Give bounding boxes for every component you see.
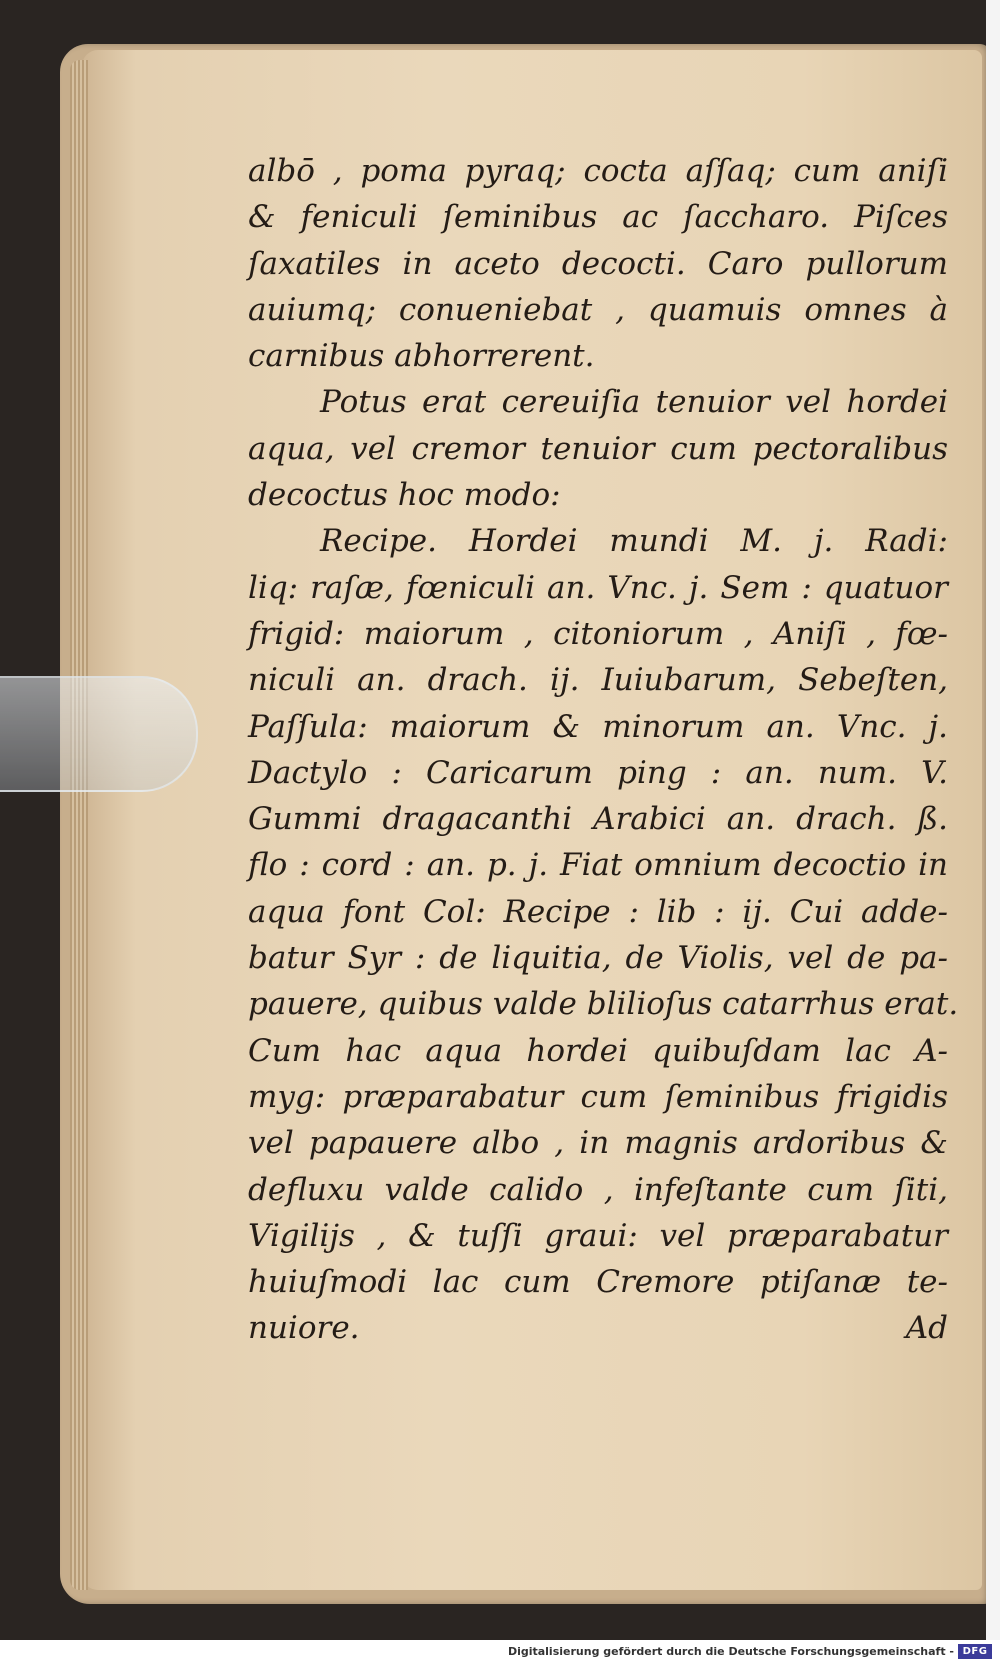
text-line: vel papauere albo , in magnis ardoribus & — [248, 1125, 948, 1162]
text-line: huiuſmodi lac cum Cremore ptiſanæ te- — [248, 1264, 948, 1301]
last-line-text: nuiore. — [248, 1310, 360, 1347]
text-line: Cum hac aqua hordei quibuſdam lac A- — [248, 1032, 948, 1069]
text-line: Vigilijs , & tuſſi graui: vel præparabatur — [248, 1217, 948, 1254]
page-text — [248, 148, 959, 1352]
dfg-logo: DFG — [958, 1644, 992, 1659]
text-line: pauere, quibus valde blilioſus catarrhus erat. — [248, 986, 959, 1023]
text-line: Gummi dragacanthi Arabici an. drach. ß. — [248, 801, 948, 838]
text-line: aqua, vel cremor tenuior cum pectoralibus — [248, 430, 948, 467]
final-line — [248, 1305, 948, 1351]
plastic-page-clip — [0, 676, 198, 792]
page-edges — [70, 60, 88, 1590]
text-line: carnibus abhorrerent. — [248, 338, 595, 375]
text-line: niculi an. drach. ij. Iuiubarum, Sebeſten, — [248, 662, 948, 699]
paragraph-start-line: Potus erat cereuiſia tenuior vel hordei — [320, 384, 948, 421]
text-line: liq: raſæ, fœniculi an. Vnc. j. Sem : quatuor — [248, 569, 948, 606]
text-line: auiumq; conueniebat , quamuis omnes à — [248, 291, 948, 328]
text-line: Dactylo : Caricarum ping : an. num. V. — [248, 754, 948, 791]
text-line: ſaxatiles in aceto decocti. Caro pullorum — [248, 245, 948, 282]
scan-margin — [986, 0, 1000, 1640]
text-line: aqua font Col: Recipe : lib : ij. Cui adde- — [248, 893, 948, 930]
text-line: myg: præparabatur cum ſeminibus frigidis — [248, 1078, 948, 1115]
text-line: flo : cord : an. p. j. Fiat omnium decoctio in — [248, 847, 948, 884]
text-line: & feniculi ſeminibus ac ſaccharo. Piſces — [248, 199, 948, 236]
catchword: Ad — [905, 1310, 948, 1347]
text-line: decoctus hoc modo: — [248, 477, 561, 514]
text-line: defluxu valde calido , infeſtante cum ſiti, — [248, 1171, 948, 1208]
funding-credit: Digitalisierung gefördert durch die Deutsche Forschungsgemeinschaft - — [507, 1645, 954, 1658]
text-line: frigid: maiorum , citoniorum , Aniſi , fœ- — [248, 615, 948, 652]
text-line: Paſſula: maiorum & minorum an. Vnc. j. — [248, 708, 948, 745]
recipe-start-line: Recipe. Hordei mundi M. j. Radi: — [320, 523, 948, 560]
text-line: albō , poma pyraq; cocta aſſaq; cum aniſi — [248, 153, 948, 189]
footer-bar — [0, 1640, 1000, 1662]
text-line: batur Syr : de liquitia, de Violis, vel de pa- — [248, 940, 948, 977]
